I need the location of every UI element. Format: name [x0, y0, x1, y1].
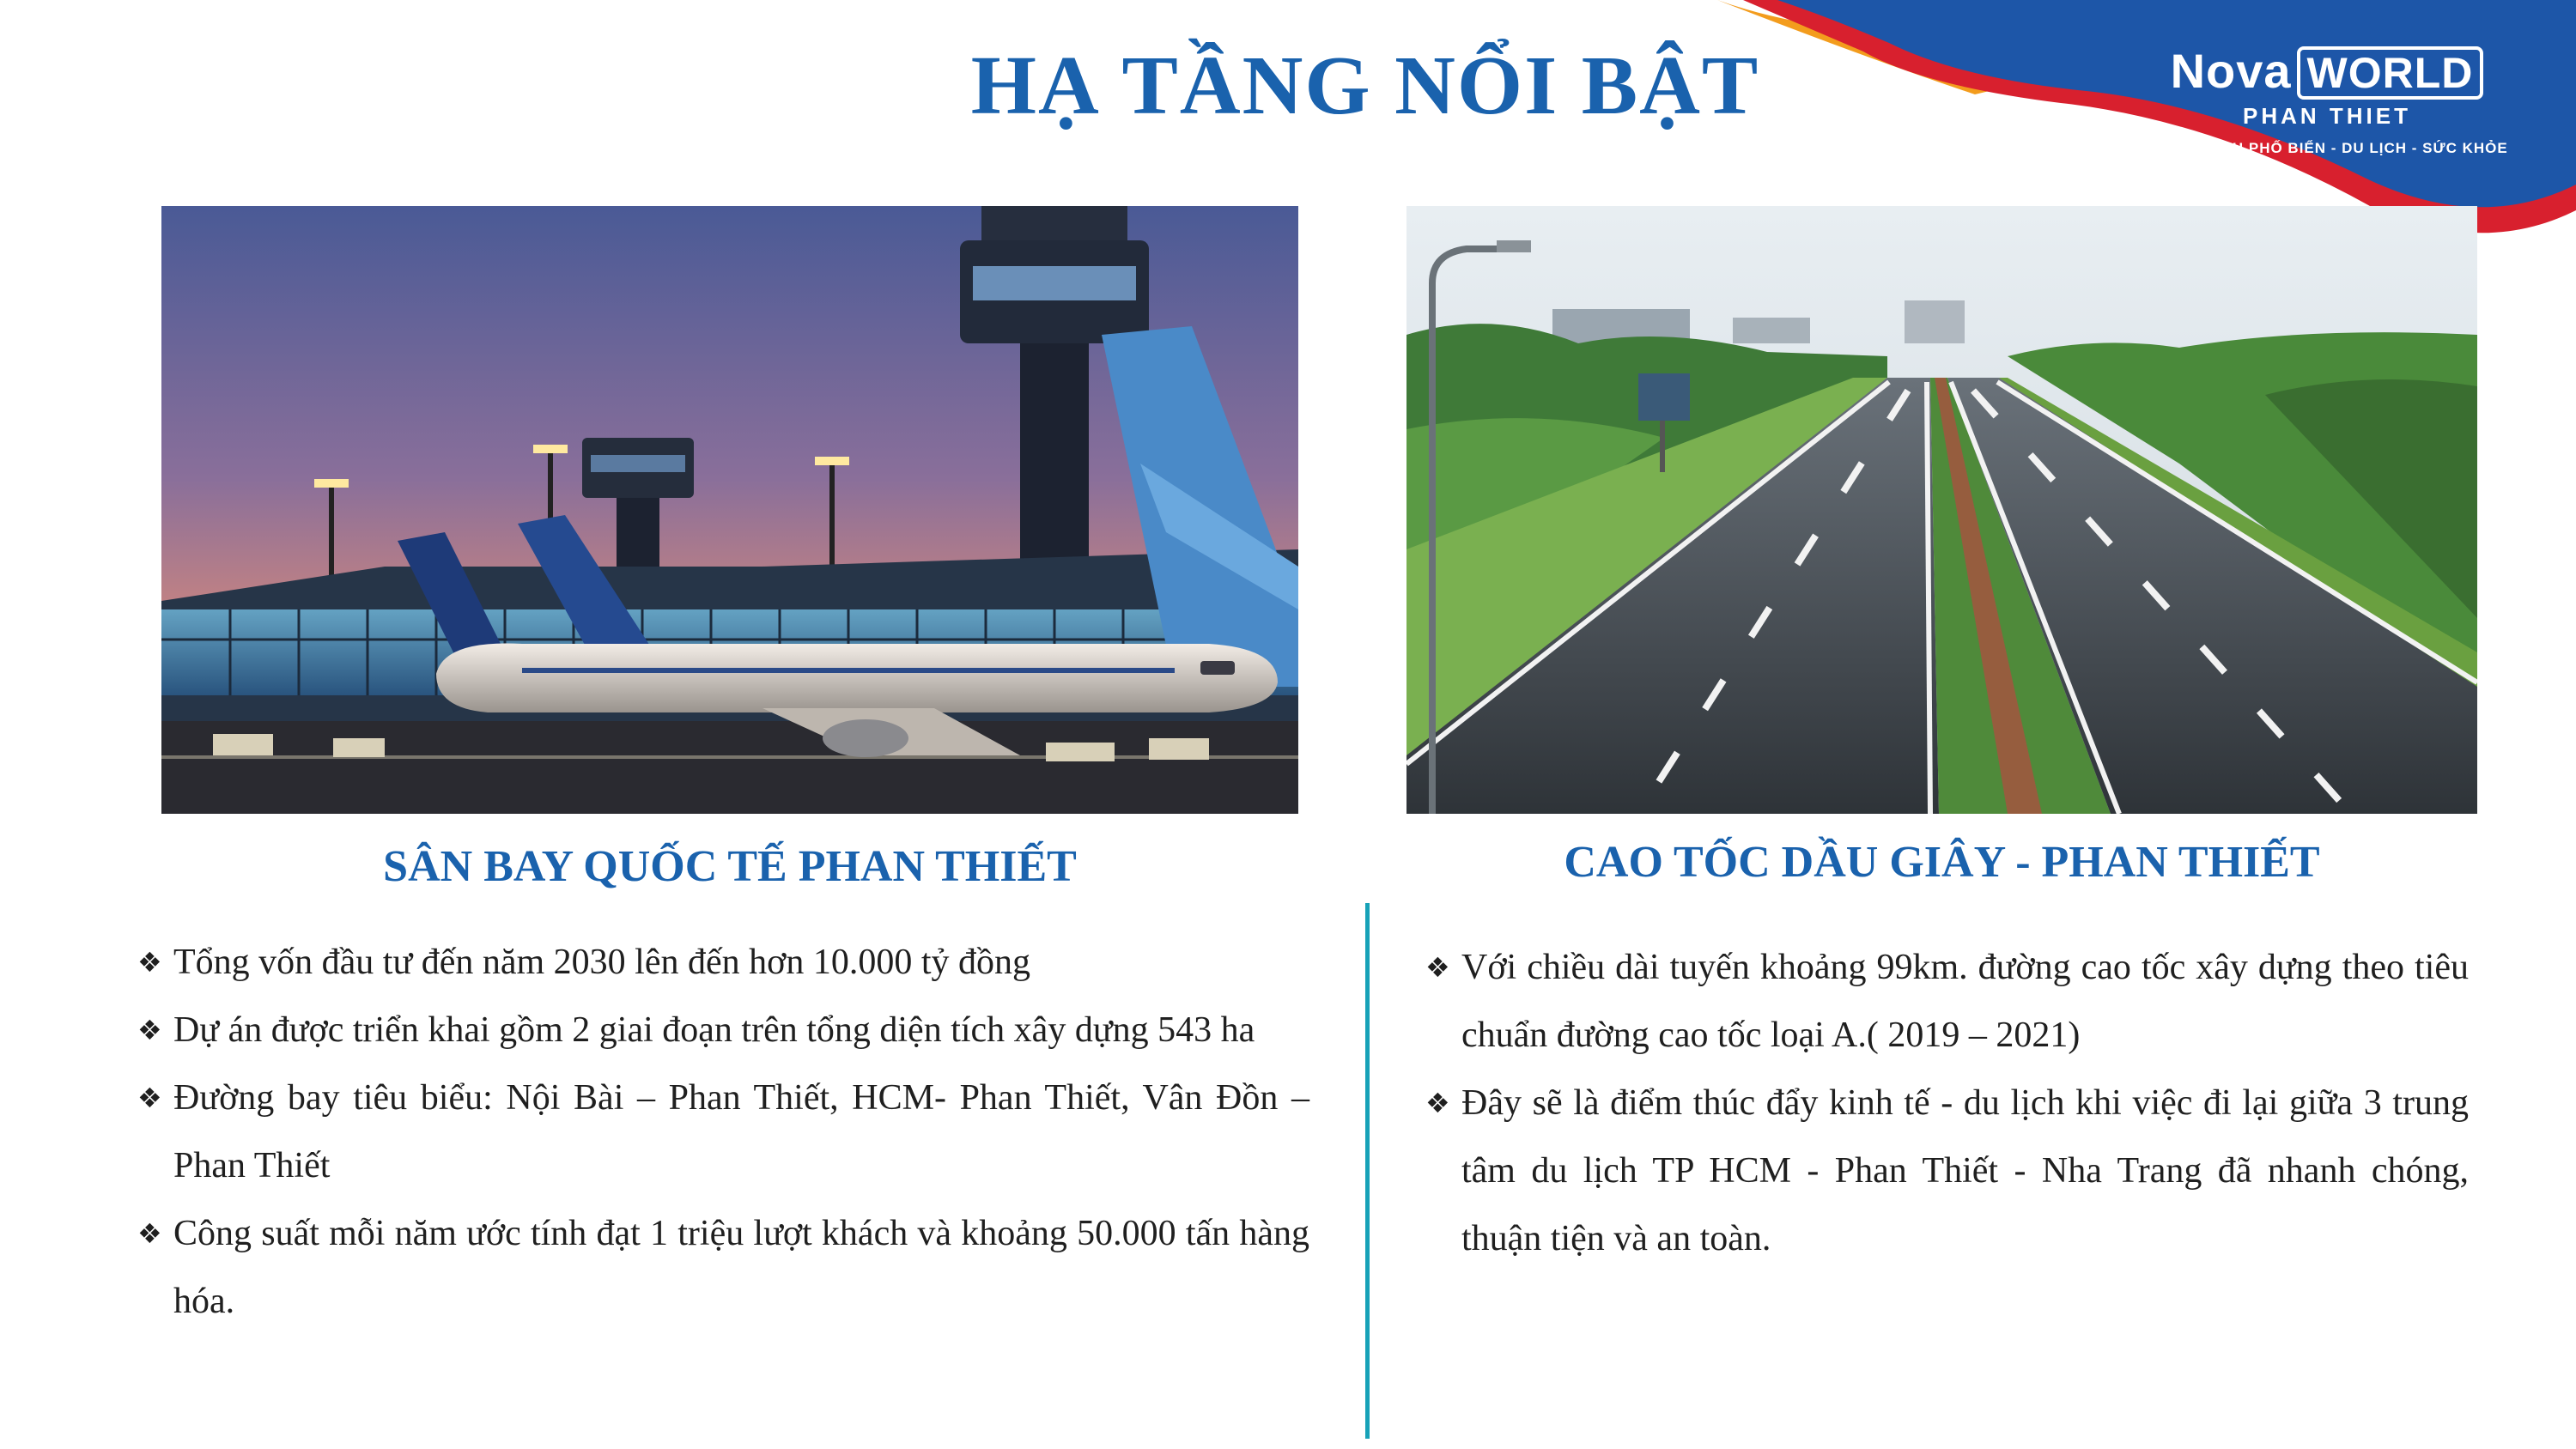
diamond-bullet-icon: ❖: [1425, 951, 1450, 984]
brand-tagline: SIÊU THÀNH PHỐ BIỂN - DU LỊCH - SỨC KHỎE: [2146, 140, 2508, 156]
brand-name-world: WORLD: [2297, 46, 2484, 100]
page-title: HẠ TẦNG NỔI BẬT: [970, 39, 1760, 132]
bullet-text: Đây sẽ là điểm thúc đẩy kinh tế - du lịch khi việc đi lại giữa 3 trung tâm du lịch TP HCM - Phan Thiết - Nha Trang đã nhanh chóng, thuận tiện và an toàn.: [1461, 1083, 2469, 1258]
diamond-bullet-icon: ❖: [137, 946, 162, 979]
highway-photo: [1406, 206, 2477, 814]
bullet-text: Với chiều dài tuyến khoảng 99km. đường cao tốc xây dựng theo tiêu chuẩn đường cao tốc loại A.( 2019 – 2021): [1461, 948, 2469, 1055]
diamond-bullet-icon: ❖: [137, 1014, 162, 1046]
column-divider: [1365, 903, 1370, 1439]
list-item: [1425, 1070, 2469, 1273]
brand-location: PHAN THIET: [2243, 103, 2411, 129]
list-item: [137, 997, 1309, 1064]
list-item: [137, 1064, 1309, 1200]
airport-bullet-list: [137, 929, 1309, 1336]
bullet-text: Công suất mỗi năm ước tính đạt 1 triệu lượt khách và khoảng 50.000 tấn hàng hóa.: [173, 1214, 1309, 1321]
brand-name-nova: Nova: [2170, 44, 2292, 98]
list-item: [137, 1200, 1309, 1336]
list-item: [137, 929, 1309, 997]
diamond-bullet-icon: ❖: [1425, 1087, 1450, 1119]
airport-heading: SÂN BAY QUỐC TẾ PHAN THIẾT: [383, 842, 1077, 891]
bullet-text: Dự án được triển khai gồm 2 giai đoạn trên tổng diện tích xây dựng 543 ha: [173, 1010, 1255, 1050]
highway-heading: CAO TỐC DẦU GIÂY - PHAN THIẾT: [1564, 838, 2320, 887]
airport-photo: [161, 206, 1298, 814]
diamond-bullet-icon: ❖: [137, 1082, 162, 1114]
bullet-text: Đường bay tiêu biểu: Nội Bài – Phan Thiết, HCM- Phan Thiết, Vân Đồn – Phan Thiết: [173, 1078, 1309, 1185]
highway-bullet-list: [1425, 934, 2469, 1273]
diamond-bullet-icon: ❖: [137, 1217, 162, 1250]
bullet-text: Tổng vốn đầu tư đến năm 2030 lên đến hơn 10.000 tỷ đồng: [173, 943, 1031, 982]
list-item: [1425, 934, 2469, 1070]
